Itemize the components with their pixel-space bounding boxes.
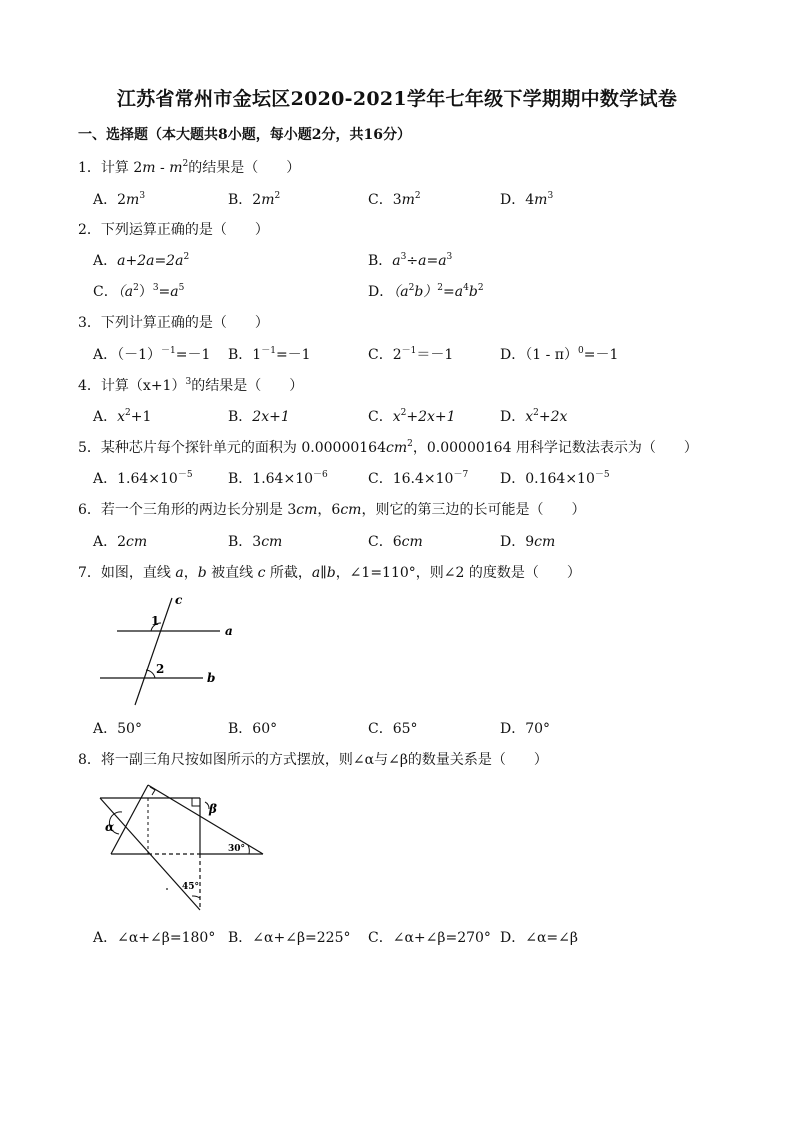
- q1-option-d[interactable]: D．$4m^3$: [500, 191, 554, 208]
- stem-text: 计算（x+1）: [100, 378, 186, 394]
- q5-option-d[interactable]: D．$0.164\times 10^{-5}$: [500, 470, 610, 487]
- set-squares-figure: [95, 782, 270, 914]
- question-2: [78, 219, 269, 239]
- question-1: [78, 157, 300, 177]
- q4-option-b[interactable]: B．2x+1: [228, 409, 290, 425]
- label-beta: β: [209, 802, 217, 816]
- q7-option-c[interactable]: C．65°: [368, 721, 418, 737]
- stem-text: ，则它的第三边的长可能是（ ）: [361, 502, 586, 518]
- q3-option-b[interactable]: B．$1^{-1}=-1$: [228, 346, 311, 363]
- label-alpha: α: [105, 820, 115, 834]
- q4-option-d[interactable]: D．$x^2+2x$: [500, 408, 568, 425]
- stem-text: -: [155, 160, 170, 176]
- q7-option-b[interactable]: B．60°: [228, 721, 278, 737]
- question-8: [78, 749, 548, 769]
- q2-option-d[interactable]: D．$(a^2b)^2=a^4b^2$: [368, 283, 484, 300]
- q8-option-c[interactable]: C．∠α+∠β=270°: [368, 930, 491, 946]
- question-7: 7．如图，直线 a，b 被直线 c 所截，a∥b，∠1=110°，则∠2 的度数是（ ）: [78, 565, 581, 581]
- q8-option-d[interactable]: D．∠α=∠β: [500, 930, 578, 946]
- question-number: 5．: [78, 440, 101, 456]
- stem-text: 若一个三角形的两边长分别是 3: [100, 502, 297, 518]
- stem-text: 下列计算正确的是（ ）: [100, 315, 269, 331]
- q6-option-b[interactable]: B．3cm: [228, 534, 283, 550]
- q6-option-c[interactable]: C．6cm: [368, 534, 423, 550]
- q7-option-d[interactable]: D．70°: [500, 721, 551, 737]
- question-number: 4．: [78, 378, 101, 394]
- exponent: 2: [407, 439, 413, 449]
- page-title: 江苏省常州市金坛区2020-2021学年七年级下学期期中数学试卷: [116, 88, 678, 110]
- q6-option-d[interactable]: D．9cm: [500, 534, 556, 550]
- q8-option-a[interactable]: A．∠α+∠β=180°: [93, 930, 216, 946]
- stem-text: 的结果是（ ）: [191, 378, 304, 394]
- question-5: [78, 437, 698, 457]
- question-6: [78, 499, 585, 519]
- exponent: 2: [182, 159, 189, 169]
- q8-option-b[interactable]: B．∠α+∠β=225°: [228, 930, 351, 946]
- q4-option-c[interactable]: C．$x^2+2x+1$: [368, 408, 456, 425]
- q3-option-d[interactable]: D．（1 - π）$^0$=－1: [500, 346, 619, 363]
- exponent: 3: [185, 377, 192, 387]
- question-number: 8．: [78, 752, 101, 768]
- stem-text: ，0.00000164 用科学记数法表示为（ ）: [412, 440, 698, 456]
- label-c: c: [175, 593, 183, 607]
- q5-option-b[interactable]: B．$1.64\times 10^{-6}$: [228, 470, 328, 487]
- label-b: b: [207, 671, 216, 685]
- q1-option-c[interactable]: C．$3m^2$: [368, 191, 421, 208]
- label-a: a: [225, 624, 233, 638]
- question-3: [78, 312, 269, 332]
- question-number: 1．: [78, 160, 101, 176]
- var: m: [169, 160, 183, 176]
- section-heading: 一、选择题（本大题共8小题，每小题2分，共16分）: [78, 127, 411, 143]
- q5-option-a[interactable]: A．$1.64\times 10^{-5}$: [93, 470, 193, 487]
- label-45: 45°: [182, 882, 200, 892]
- q7-option-a[interactable]: A．50°: [93, 721, 142, 737]
- question-number: 2．: [78, 222, 101, 238]
- var: m: [142, 160, 156, 176]
- q2-option-b[interactable]: B．$a^3\div a=a^3$: [368, 252, 453, 269]
- question-number: 7．: [78, 565, 101, 581]
- unit: cm: [296, 502, 318, 518]
- stem-text: 的结果是（ ）: [188, 160, 301, 176]
- label-1: 1: [151, 614, 160, 628]
- stem-text: 某种芯片每个探针单元的面积为 0.00000164: [100, 440, 386, 456]
- stem-text: 将一副三角尺按如图所示的方式摆放，则∠α与∠β的数量关系是（ ）: [100, 752, 548, 768]
- unit: cm: [340, 502, 362, 518]
- q5-option-c[interactable]: C．$16.4\times 10^{-7}$: [368, 470, 469, 487]
- label-30: 30°: [228, 844, 246, 854]
- question-4: [78, 375, 303, 395]
- angle-2-arc: [146, 670, 155, 678]
- stem-text: 计算 2: [100, 160, 143, 176]
- q2-option-c[interactable]: C．$(a^2)^3=a^5$: [93, 283, 185, 300]
- q1-option-a[interactable]: A．$2m^3$: [93, 191, 146, 208]
- stem-text: ，6: [317, 502, 341, 518]
- q3-option-c[interactable]: C．$2^{-1}=-1$: [368, 346, 454, 363]
- question-number: 6．: [78, 502, 101, 518]
- parallel-lines-figure: [95, 590, 245, 712]
- q6-option-a[interactable]: A．2cm: [93, 534, 148, 550]
- q1-option-b[interactable]: B．$2m^2$: [228, 191, 281, 208]
- q2-option-a[interactable]: A．$a+2a=2a^2$: [93, 252, 190, 269]
- label-2: 2: [156, 662, 165, 676]
- question-number: 3．: [78, 315, 101, 331]
- q3-option-a[interactable]: A．$(-1)^{-1}=-1$: [93, 346, 211, 363]
- q4-option-a[interactable]: A．$x^2+1$: [93, 408, 152, 425]
- stem-text: 下列运算正确的是（ ）: [100, 222, 269, 238]
- unit: cm: [386, 440, 408, 456]
